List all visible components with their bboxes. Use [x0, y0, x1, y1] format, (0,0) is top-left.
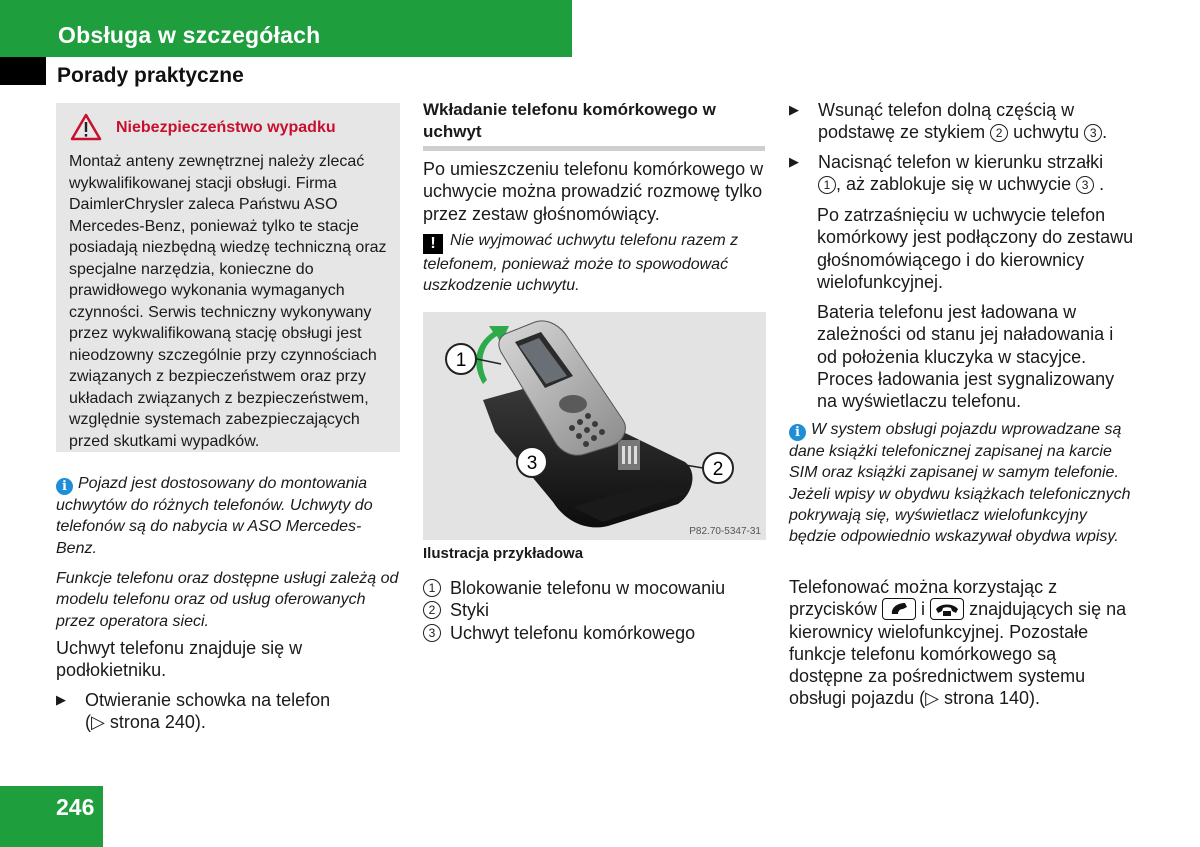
callout-3	[517, 447, 547, 477]
bullet-item: ▶ Nacisnąć telefon w kierunku strzałki 1 , aż zablokuje się w uchwycie 3 .	[789, 152, 1105, 195]
illustration-drawing	[423, 312, 766, 540]
page-ref-arrow-icon: ▷	[925, 688, 939, 709]
page-number: 246	[56, 794, 95, 820]
warning-box	[56, 103, 400, 452]
exclamation-icon: !	[423, 234, 443, 254]
bullet-item: ▶ Otwieranie schowka na telefon (▷ strona 240).	[56, 690, 331, 733]
page-ref-link[interactable]: strona 140).	[943, 688, 1041, 709]
info-note-text: W system obsługi pojazdu wprowadzane są dane książki telefonicznej zapisanej na karcie SIM oraz książki zapisanej w samym telefonie. Jeżeli wpisy w obydwu książkach telefonicznych pokrywają się, wyświetlacz wielofunkcyjny będzie odpowiednio wskazywał obydwa wpisy.	[789, 421, 1131, 546]
bullet-arrow-icon: ▶	[789, 154, 799, 169]
legend-item: 1 Blokowanie telefonu w mocowaniu	[423, 577, 765, 599]
phone-hangup-key-icon	[930, 598, 964, 620]
caution-note	[423, 230, 765, 297]
section-heading: Wkładanie telefonu komórkowego w uchwyt	[423, 100, 716, 141]
paragraph: Telefonować można korzystając z przycisków i znajdujących się na kierownicy wielofunkcyjnej. Pozostałe funkcje telefonu komórkowego są dostępne za pośrednictwem systemu obsługi pojazdu (▷ strona 140).	[789, 577, 1127, 709]
paragraph: Uchwyt telefonu znajduje się w podłokietniku.	[56, 638, 303, 681]
info-icon: i	[56, 478, 73, 495]
warning-text: Montaż anteny zewnętrznej należy zlecać wykwalifikowanej stacji obsługi. Firma DaimlerChrysler zaleca Państwu ASO Mercedes-Benz, ponieważ tylko te stacje posiadają niezbędną wiedzę techniczną oraz specjalne narzędzia, konieczne do prawidłowego wykonania wymaganych czynności. Serwis techniczny wykonywany przez wykwalifikowaną stację obsługi jest nieodzowny szczególnie przy czynnościach związanych z bezpieczeństwem oraz przy układach związanych z bezpieczeństwem, względnie systemach zabezpieczających przed skutkami wypadków.	[69, 153, 387, 450]
page-ref-link[interactable]: strona 240).	[109, 712, 206, 733]
info-note-2: Funkcje telefonu oraz dostępne usługi zależą od modelu telefonu oraz od usług oferowanych przez operatora sieci.	[56, 570, 399, 630]
paragraph: Po zatrzaśnięciu w uchwycie telefon komórkowy jest podłączony do zestawu głośnomówiącego i do kierownicy wielofunkcyjnej.	[817, 205, 1134, 292]
figure-code: P82.70-5347-31	[689, 526, 761, 537]
info-note-text: Pojazd jest dostosowany do montowania uchwytów do różnych telefonów. Uchwyty do telefonów są do nabycia w ASO Mercedes-Benz.	[56, 475, 373, 557]
info-icon: i	[789, 424, 806, 441]
paragraph: Bateria telefonu jest ładowana w zależności od stanu jej naładowania i od położenia kluczyka w stacyjce. Proces ładowania jest sygnalizowany na wyświetlaczu telefonu.	[817, 302, 1115, 412]
subsection-title: Porady praktyczne	[57, 64, 244, 87]
legend-item: 3 Uchwyt telefonu komórkowego	[423, 622, 765, 644]
phone-holder-illustration	[423, 312, 766, 540]
warning-title: Niebezpieczeństwo wypadku	[116, 119, 336, 136]
bullet-item: ▶ Wsunąć telefon dolną częścią w podstawę ze stykiem 2 uchwytu 3 .	[789, 100, 1108, 143]
phone-pickup-key-icon	[882, 598, 916, 620]
figure-caption: Ilustracja przykładowa	[423, 545, 584, 562]
callout-2	[703, 453, 733, 483]
header-marker	[0, 57, 46, 85]
callout-1	[446, 344, 476, 374]
bullet-arrow-icon: ▶	[789, 102, 799, 117]
svg-text:1: 1	[455, 350, 467, 371]
page-ref-arrow-icon: ▷	[91, 712, 105, 733]
info-note	[56, 473, 400, 559]
caution-note-text: Nie wyjmować uchwytu telefonu razem z telefonem, ponieważ może to spowodować uszkodzenie uchwytu.	[423, 232, 739, 295]
heading-rule	[423, 146, 765, 151]
info-note	[789, 419, 1134, 547]
warning-triangle-icon	[70, 113, 102, 141]
paragraph: Po umieszczeniu telefonu komórkowego w uchwycie można prowadzić rozmowę tylko przez zestaw głośnomówiący.	[423, 159, 764, 224]
svg-text:3: 3	[526, 453, 538, 474]
bullet-arrow-icon: ▶	[56, 692, 66, 707]
section-title: Obsługa w szczegółach	[58, 22, 321, 48]
legend-item: 2 Styki	[423, 599, 765, 621]
figure-legend	[423, 577, 765, 644]
svg-text:2: 2	[712, 459, 724, 480]
